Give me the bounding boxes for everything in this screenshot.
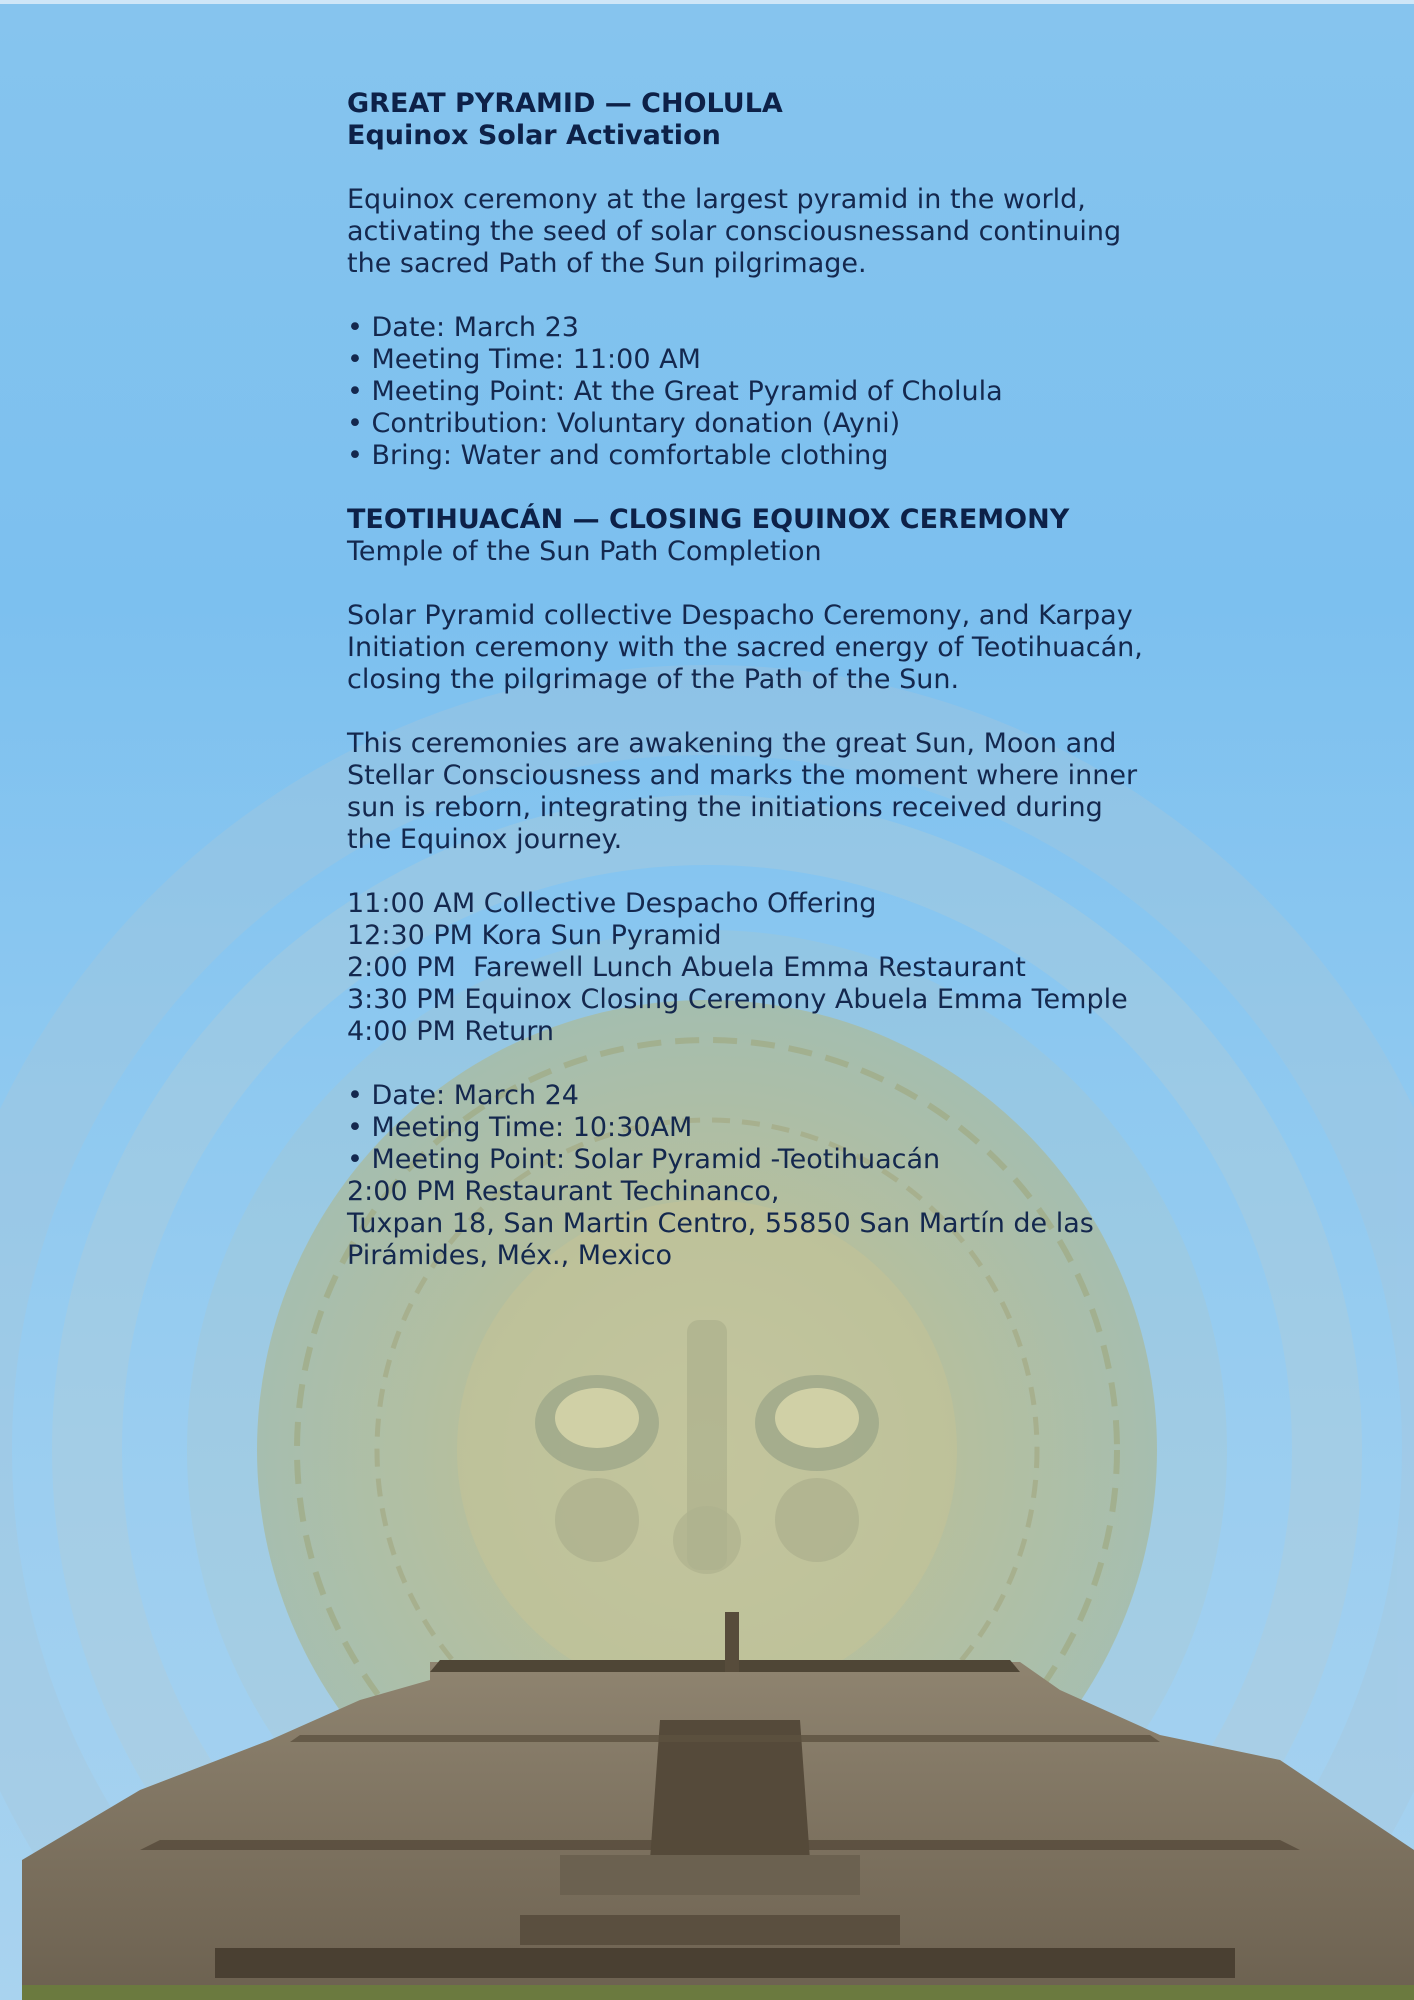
cholula-detail-time: • Meeting Time: 11:00 AM [347, 344, 701, 375]
cholula-detail-meeting-point: • Meeting Point: At the Great Pyramid of Cholula [347, 376, 1003, 407]
schedule-item: 2:00 PM Farewell Lunch Abuela Emma Restaurant [347, 952, 1026, 983]
teotihuacan-description2-line: sun is reborn, integrating the initiations received during [347, 792, 1103, 823]
restaurant-address-line: Tuxpan 18, San Martin Centro, 55850 San Martín de las [347, 1208, 1094, 1239]
teotihuacan-title: TEOTIHUACÁN — CLOSING EQUINOX CEREMONY [347, 504, 1070, 535]
pyramid-of-the-sun [22, 1612, 1414, 2000]
cholula-title: GREAT PYRAMID — CHOLULA [347, 88, 783, 119]
teotihuacan-detail-date: • Date: March 24 [347, 1080, 579, 1111]
schedule-item: 3:30 PM Equinox Closing Ceremony Abuela Emma Temple [347, 984, 1128, 1015]
teotihuacan-description2-line: This ceremonies are awakening the great Sun, Moon and [347, 728, 1117, 759]
cholula-description-line: Equinox ceremony at the largest pyramid in the world, [347, 184, 1086, 215]
teotihuacan-description2-line: Stellar Consciousness and marks the moment where inner [347, 760, 1138, 791]
teotihuacan-description-line: Initiation ceremony with the sacred energy of Teotihuacán, [347, 632, 1143, 663]
cholula-description-line: the sacred Path of the Sun pilgrimage. [347, 248, 867, 279]
teotihuacan-detail-time: • Meeting Time: 10:30AM [347, 1112, 693, 1143]
cholula-detail-bring: • Bring: Water and comfortable clothing [347, 440, 889, 471]
schedule-item: 12:30 PM Kora Sun Pyramid [347, 920, 722, 951]
teotihuacan-description2-line: the Equinox journey. [347, 824, 623, 855]
cholula-detail-contribution: • Contribution: Voluntary donation (Ayni) [347, 408, 901, 439]
restaurant-name: 2:00 PM Restaurant Techinanco, [347, 1176, 780, 1207]
teotihuacan-subtitle: Temple of the Sun Path Completion [347, 536, 822, 567]
cholula-subtitle: Equinox Solar Activation [347, 120, 721, 151]
schedule-item: 4:00 PM Return [347, 1016, 554, 1047]
document-content [347, 88, 1227, 1272]
cholula-description-line: activating the seed of solar consciousnessand continuing [347, 216, 1122, 247]
teotihuacan-description-line: closing the pilgrimage of the Path of the Sun. [347, 664, 960, 695]
restaurant-address-line: Pirámides, Méx., Mexico [347, 1240, 673, 1271]
schedule-item: 11:00 AM Collective Despacho Offering [347, 888, 877, 919]
teotihuacan-description-line: Solar Pyramid collective Despacho Ceremony, and Karpay [347, 600, 1133, 631]
cholula-detail-date: • Date: March 23 [347, 312, 579, 343]
teotihuacan-detail-meeting-point: • Meeting Point: Solar Pyramid -Teotihuacán [347, 1144, 941, 1175]
